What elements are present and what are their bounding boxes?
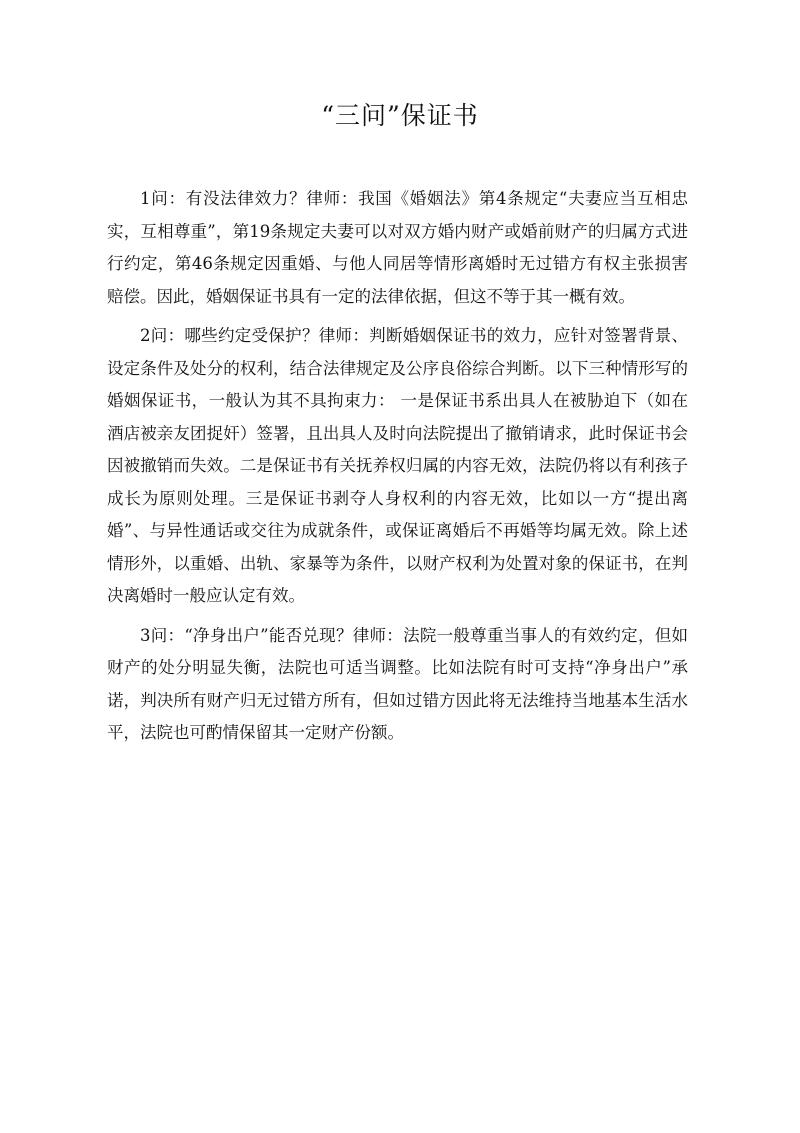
document-body: [107, 183, 688, 757]
document-title: “三问”保证书: [321, 101, 479, 130]
paragraph-q3: 3问：“净身出户”能否兑现？律师：法院一般尊重当事人的有效约定，但如财产的处分明显失衡，法院也可适当调整。比如法院有时可支持“净身出户”承诺，判决所有财产归无过错方所有，但如过错方因此将无法维持当地基本生活水平，法院也可酌情保留其一定财产份额。: [107, 625, 688, 742]
paragraph-q1: 1问：有没法律效力？律师：我国《婚姻法》第4条规定“夫妻应当互相忠实，互相尊重”，第19条规定夫妻可以对双方婚内财产或婚前财产的归属方式进行约定，第46条规定因重婚、与他人同居等情形离婚时无过错方有权主张损害赔偿。因此，婚姻保证书具有一定的法律依据，但这不等于其一概有效。: [107, 189, 688, 306]
paragraph-q2: 2问：哪些约定受保护？律师：判断婚姻保证书的效力，应针对签署背景、设定条件及处分的权利，结合法律规定及公序良俗综合判断。以下三种情形写的婚姻保证书，一般认为其不具拘束力： 一是保证书系出具人在被胁迫下（如在酒店被亲友团捉奸）签署，且出具人及时向法院提出了撤销请求，此时保证书会因被撤销而失效。二是保证书有关抚养权归属的内容无效，法院仍将以有利孩子成长为原则处理。三是保证书剥夺人身权利的内容无效，比如以一方“提出离婚”、与异性通话或交往为成就条件，或保证离婚后不再婚等均属无效。除上述情形外，以重婚、出轨、家暴等为条件，以财产权利为处置对象的保证书，在判决离婚时一般应认定有效。: [107, 326, 688, 605]
